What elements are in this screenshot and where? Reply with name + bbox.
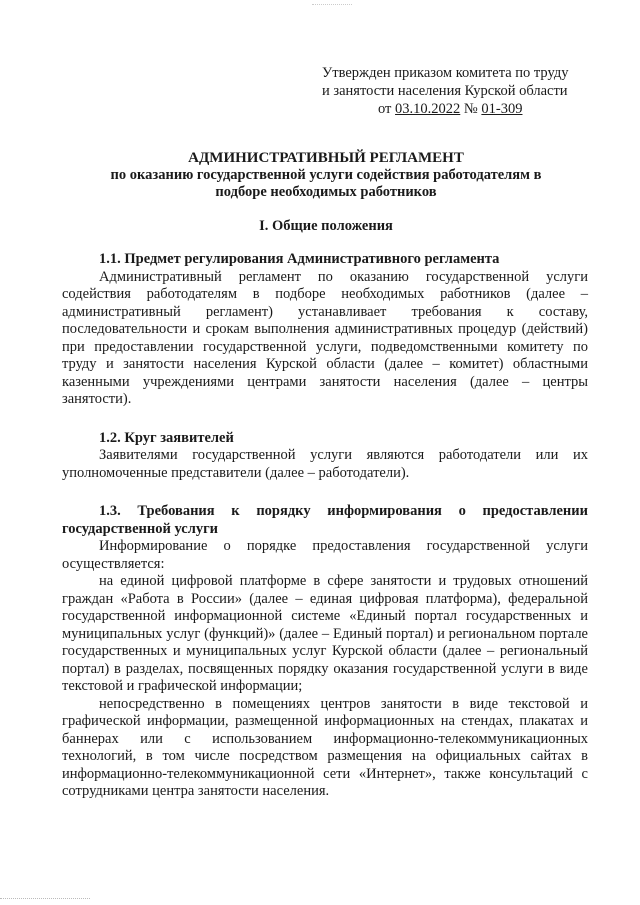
approval-line-2: и занятости населения Курской области (322, 83, 568, 99)
document-title-main: АДМИНИСТРАТИВНЫЙ РЕГЛАМЕНТ (188, 150, 464, 166)
subsection-1-3-paragraph-3: непосредственно в помещениях центров занятости в виде текстовой и графической информации, размещенной информационных на стендах, плакатах и баннерах или с использованием информационно-телекоммуникационных технологий, в том числе посредством размещения на официальных сайтах в информационно-телекоммуникационной сети «Интернет», также консультаций с сотрудниками центра занятости населения. (62, 695, 588, 799)
section-heading: I. Общие положения (259, 218, 393, 234)
scan-artifact-top (312, 4, 352, 7)
order-number: 01-309 (481, 101, 523, 117)
approval-line-1: Утвержден приказом комитета по труду (322, 65, 569, 81)
subsection-1-3-paragraph-2: на единой цифровой платформе в сфере занятости и трудовых отношений граждан «Работа в России» (далее – единая цифровая платформа), федеральной государственной информационной системе «Единый портал государственных и муниципальных услуг (функций)» (далее – Единый портал) и региональном портале государственных и муниципальных услуг Курской области (далее – региональный портал) в разделах, посвященных порядку оказания государственной услуги в виде текстовой и графической информации; (62, 573, 588, 694)
approval-order-reference (322, 100, 592, 118)
subsection-1-1-text: Административный регламент по оказанию государственной услуги содействия работодателям в подборе необходимых работников (далее – административный регламент) устанавливает требования к составу, последовательности и срокам выполнения административных процедур (действий) при предоставлении государственной услуги, подведомственными комитету по труду и занятости населения Курской области (далее – комитет) областными казенными учреждениями центрами занятости населения (далее – центры занятости). (62, 268, 588, 407)
order-date: 03.10.2022 (395, 101, 461, 117)
subsection-1-2-text: Заявителями государственной услуги являются работодатели или их уполномоченные представители (далее – работодатели). (62, 447, 588, 481)
scan-artifact-bottom (0, 898, 90, 901)
approval-stamp (322, 64, 592, 118)
document-title-sub-1: по оказанию государственной услуги содействия работодателям в (110, 167, 542, 183)
subsection-1-1-heading: 1.1. Предмет регулирования Административного регламента (99, 251, 500, 267)
subsection-1-3-paragraph-1: Информирование о порядке предоставления государственной услуги осуществляется: (62, 538, 588, 572)
subsection-1-3-heading: 1.3. Требования к порядку информирования о предоставлении государственной услуги (62, 503, 588, 537)
document-body (62, 251, 588, 801)
document-title (62, 150, 590, 201)
order-ref-prefix: от (378, 101, 396, 117)
subsection-1-2-heading: 1.2. Круг заявителей (99, 429, 234, 446)
order-number-sign: № (460, 101, 482, 117)
document-title-sub-2: подборе необходимых работников (215, 184, 437, 200)
